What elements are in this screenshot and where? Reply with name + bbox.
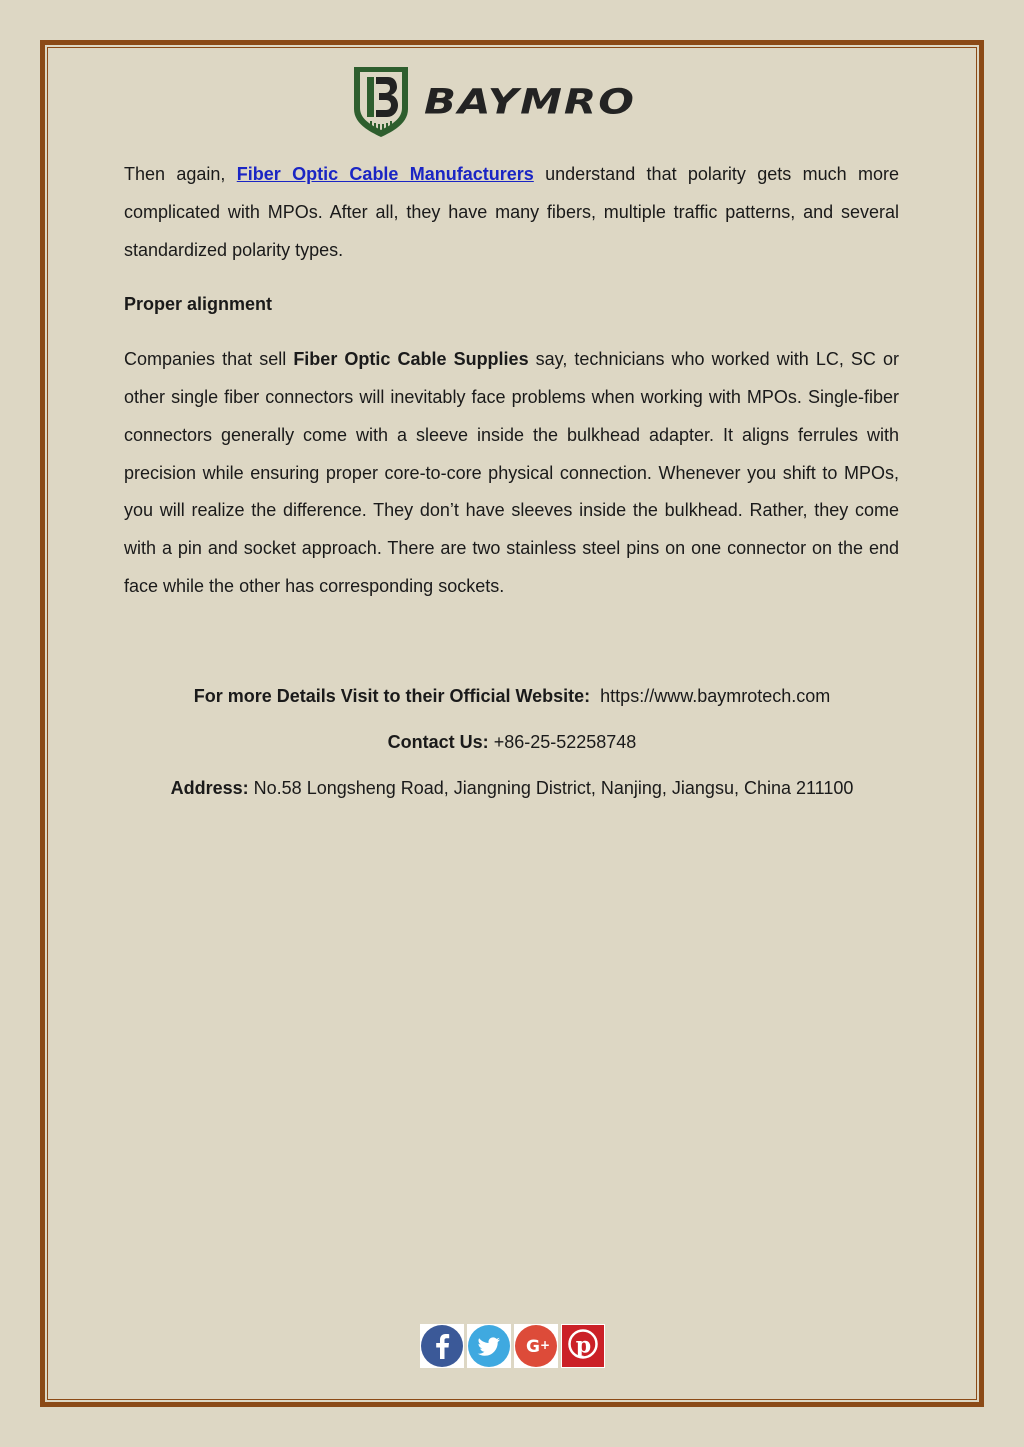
- contact-label: Contact Us:: [387, 732, 489, 752]
- google-plus-icon: [514, 1324, 558, 1368]
- contact-line: [48, 732, 976, 753]
- social-links: [420, 1324, 605, 1368]
- contact-phone: +86-25-52258748: [493, 732, 637, 752]
- address-line: [48, 778, 976, 799]
- alignment-text-before: Companies that sell: [124, 349, 294, 370]
- article-body: [124, 156, 899, 606]
- twitter-link[interactable]: [467, 1324, 511, 1368]
- svg-text:p: p: [575, 1332, 592, 1359]
- section-heading: Proper alignment: [124, 294, 273, 315]
- pinterest-icon: [561, 1324, 605, 1368]
- intro-text-before: Then again,: [124, 164, 237, 184]
- website-url[interactable]: https://www.baymrotech.com: [600, 686, 831, 706]
- twitter-icon: [467, 1324, 511, 1368]
- svg-text:+: +: [539, 1338, 551, 1352]
- facebook-link[interactable]: [420, 1324, 464, 1368]
- intro-text-after: understand that polarity gets much more complicated with MPOs. After all, they have many fibers, multiple traffic patterns, and several standardized polarity types.: [124, 164, 899, 260]
- paragraph-alignment: [124, 341, 899, 606]
- website-line: [48, 686, 976, 707]
- pinterest-link[interactable]: [561, 1324, 605, 1368]
- logo-shield-icon: [350, 63, 412, 139]
- alignment-text-bold: Fiber Optic Cable Supplies: [293, 349, 529, 370]
- address-value: No.58 Longsheng Road, Jiangning District, Nanjing, Jiangsu, China 211100: [253, 778, 854, 798]
- google-plus-link[interactable]: [514, 1324, 558, 1368]
- website-label: For more Details Visit to their Official Website:: [193, 686, 591, 706]
- brand-logo: [350, 62, 680, 140]
- paragraph-intro: [124, 156, 899, 269]
- brand-name: BAYMRO: [424, 80, 636, 122]
- address-label: Address:: [170, 778, 249, 798]
- fiber-optic-manufacturers-link[interactable]: Fiber Optic Cable Manufacturers: [236, 164, 534, 184]
- facebook-icon: [420, 1324, 464, 1368]
- svg-text:G: G: [526, 1337, 540, 1357]
- alignment-text-after: say, technicians who worked with LC, SC or other single fiber connectors will inevitably face problems when working with MPOs. Single-fiber connectors generally come with a sleeve inside the bulkhead adapter. It aligns ferrules with precision while ensuring proper core-to-core physical connection. Whenever you shift to MPOs, you will realize the difference. They don’t have sleeves inside the bulkhead. Rather, they come with a pin and socket approach. There are two stainless steel pins on one connector on the end face while the other has corresponding sockets.: [124, 349, 900, 596]
